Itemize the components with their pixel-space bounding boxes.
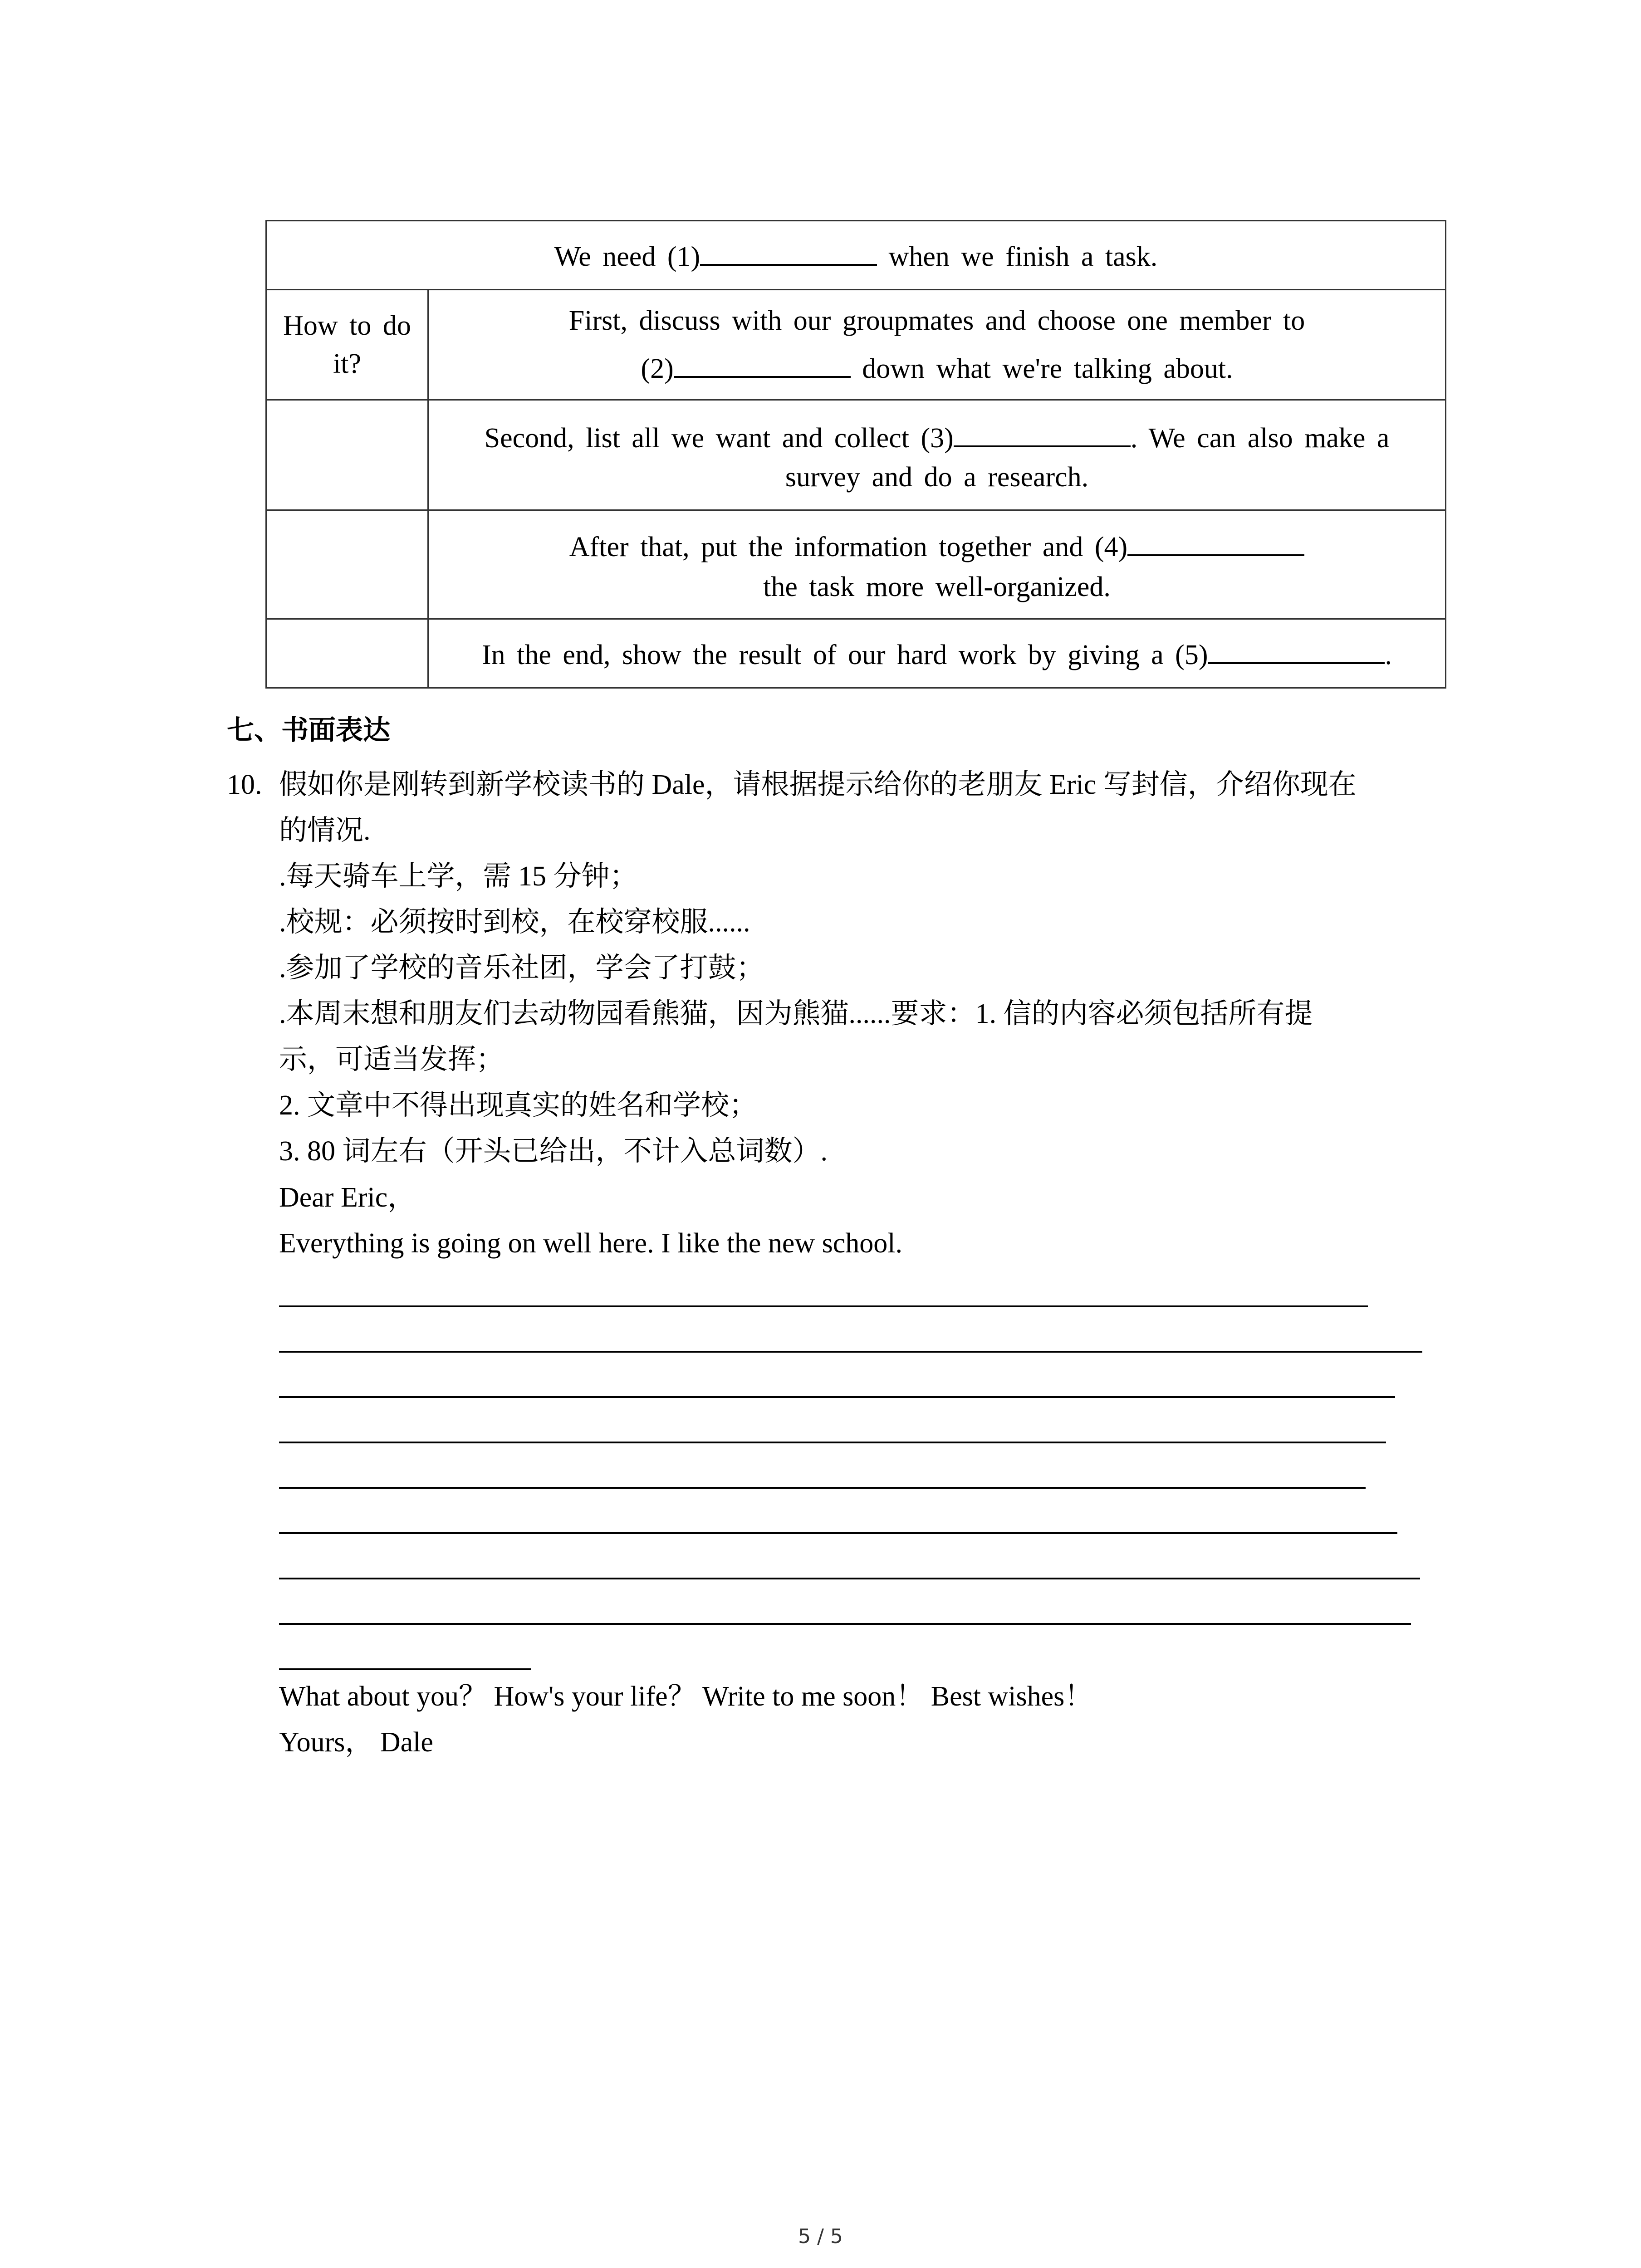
requirement-item: 2. 文章中不得出现真实的姓名和学校；: [279, 1090, 758, 1121]
writing-line[interactable]: [279, 1396, 1395, 1398]
writing-line[interactable]: [279, 1305, 1368, 1307]
hint-item: .本周末想和朋友们去动物园看熊猫，因为熊猫......要求：1. 信的内容必须包括所有提: [279, 998, 1313, 1029]
table-row: [266, 290, 1446, 400]
row1-pre-text: We need (1): [554, 241, 700, 272]
table-row: [266, 400, 1446, 510]
row-label-cell: [266, 619, 428, 688]
requirement-item: 3. 80 词左右（开头已给出，不计入总词数）.: [279, 1136, 828, 1167]
table-row: [266, 221, 1446, 290]
table-cell: [428, 619, 1446, 688]
answer-blank-4[interactable]: [1127, 523, 1304, 556]
letter-opening-sentence: Everything is going on well here. I like the new school.: [279, 1228, 903, 1259]
writing-line[interactable]: [279, 1578, 1420, 1579]
row-label-cell: [266, 400, 428, 510]
letter-closing: [279, 1674, 1092, 1765]
answer-blank-5[interactable]: [1208, 631, 1385, 664]
hint-item: .每天骑车上学，需 15 分钟；: [279, 861, 638, 892]
writing-line[interactable]: [279, 1487, 1366, 1489]
requirement-continuation: 示，可适当发挥；: [279, 1044, 505, 1075]
writing-line[interactable]: [279, 1351, 1422, 1353]
task-table: [265, 220, 1446, 689]
table-cell: [428, 400, 1446, 510]
row2-line1: First, discuss with our groupmates and choose one member to: [568, 305, 1305, 336]
answer-blank-2[interactable]: [674, 344, 851, 378]
table-cell: [428, 510, 1446, 619]
row3-pre-text: Second, list all we want and collect (3): [484, 422, 954, 454]
writing-line[interactable]: [279, 1532, 1397, 1534]
row-label-cell: [266, 290, 428, 400]
row5-post-text: .: [1385, 639, 1392, 670]
question-prompt-line2: 的情况.: [279, 815, 371, 846]
page-number: 5 / 5: [798, 2225, 843, 2248]
hint-item: .校规：必须按时到校，在校穿校服......: [279, 907, 750, 938]
row3-post-text: . We can also make a survey and do a research.: [785, 422, 1390, 493]
question-prompt-line1: 假如你是刚转到新学校读书的 Dale，请根据提示给你的老朋友 Eric 写封信，介绍你现在: [279, 769, 1357, 800]
hint-item: .参加了学校的音乐社团，学会了打鼓；: [279, 953, 764, 983]
row2-pre-text: (2): [641, 353, 674, 384]
section-title: 七、书面表达: [227, 714, 390, 746]
row1-post-text: when we finish a task.: [877, 241, 1158, 272]
table-row: [266, 510, 1446, 619]
table-cell: [428, 290, 1446, 400]
row5-pre-text: In the end, show the result of our hard work by giving a (5): [482, 639, 1208, 670]
letter-opening: [279, 1175, 902, 1266]
answer-blank-1[interactable]: [700, 232, 877, 266]
table-row: [266, 619, 1446, 688]
writing-line[interactable]: [279, 1668, 531, 1670]
question-number: 10.: [227, 769, 262, 800]
row4-pre-text: After that, put the information together and (4): [569, 531, 1128, 562]
row2-label: How to do it?: [283, 310, 411, 379]
answer-blank-3[interactable]: [954, 414, 1131, 447]
question-block: [227, 762, 1452, 1174]
table-cell: [266, 221, 1446, 290]
row2-post-text: down what we're talking about.: [850, 353, 1233, 384]
writing-line[interactable]: [279, 1623, 1411, 1625]
letter-greeting: Dear Eric，: [279, 1182, 416, 1213]
row-label-cell: [266, 510, 428, 619]
row4-line2: the task more well-organized.: [763, 571, 1111, 602]
letter-closing-sentence: What about you？ How's your life？ Write to me soon！ Best wishes！: [279, 1681, 1093, 1712]
writing-line[interactable]: [279, 1442, 1386, 1443]
letter-signoff: Yours， Dale: [279, 1727, 433, 1758]
